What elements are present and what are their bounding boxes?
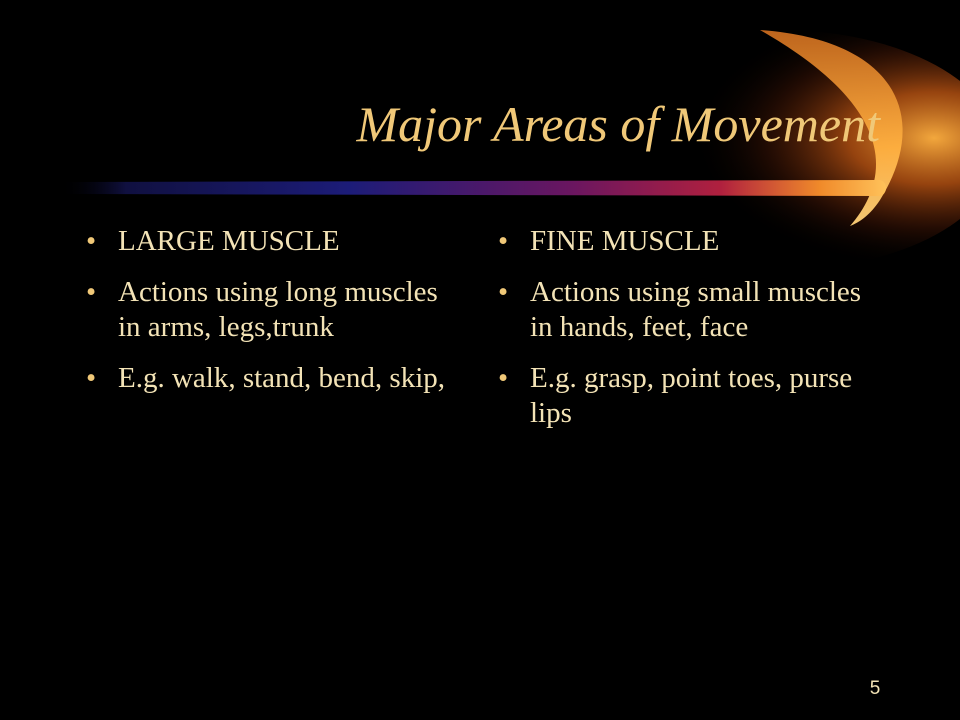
list-item — [86, 224, 458, 259]
bullet-icon: • — [86, 362, 97, 394]
left-column-list — [86, 224, 458, 412]
list-item-text: Actions using long muscles in arms, legs,trunk — [118, 276, 438, 343]
bullet-icon: • — [498, 225, 509, 257]
list-item — [86, 361, 458, 396]
list-item-text: FINE MUSCLE — [530, 225, 720, 257]
bullet-icon: • — [86, 225, 97, 257]
swoosh-bar — [60, 180, 886, 196]
page-number: 5 — [869, 678, 881, 699]
list-item-text: Actions using small muscles in hands, feet, face — [530, 276, 862, 343]
list-item-text: LARGE MUSCLE — [118, 225, 340, 257]
list-item — [86, 275, 458, 345]
list-item-text: E.g. grasp, point toes, purse lips — [530, 362, 853, 429]
bullet-icon: • — [86, 276, 97, 308]
list-item — [498, 361, 878, 431]
slide-title: Major Areas of Movement — [356, 96, 880, 152]
bullet-icon: • — [498, 362, 509, 394]
list-item-text: E.g. walk, stand, bend, skip, — [118, 362, 446, 394]
right-column-list — [498, 224, 878, 447]
list-item — [498, 224, 878, 259]
list-item — [498, 275, 878, 345]
bullet-icon: • — [498, 276, 509, 308]
